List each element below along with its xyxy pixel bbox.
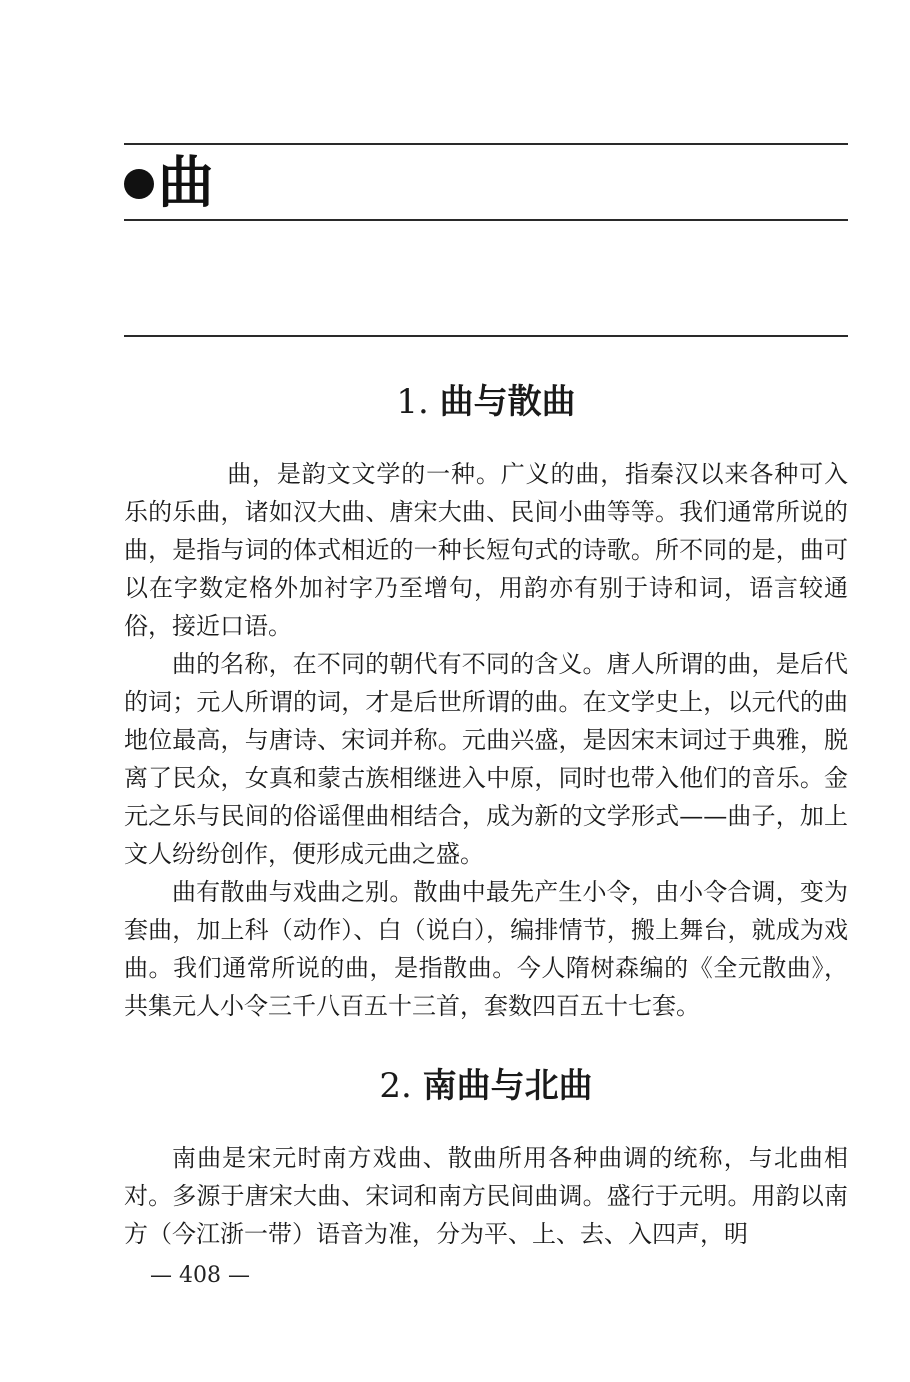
top-rule xyxy=(124,143,848,145)
section-number: 1. xyxy=(396,382,429,422)
page-number: — 408 — xyxy=(150,1263,250,1288)
chapter-heading xyxy=(124,152,214,216)
section-number: 2. xyxy=(379,1066,412,1106)
section-heading xyxy=(124,1066,848,1106)
paragraph: 曲的名称，在不同的朝代有不同的含义。唐人所谓的曲，是后代的词；元人所谓的词，才是后世所谓的曲。在文学史上，以元代的曲地位最高，与唐诗、宋词并称。元曲兴盛，是因宋末词过于典雅，脱离了民众，女真和蒙古族相继进入中原，同时也带入他们的音乐。金元之乐与民间的俗谣俚曲相结合，成为新的文学形式——曲子，加上文人纷纷创作，便形成元曲之盛。 xyxy=(124,650,848,868)
chapter-title: 曲 xyxy=(158,151,214,216)
paragraph: 曲有散曲与戏曲之别。散曲中最先产生小令，由小令合调，变为套曲，加上科（动作）、白（说白），编排情节，搬上舞台，就成为戏曲。我们通常所说的曲，是指散曲。今人隋树森编的《全元散曲》，共集元人小令三千八百五十三首，套数四百五十七套。 xyxy=(124,878,848,1020)
paragraph: 曲，是韵文文学的一种。广义的曲，指秦汉以来各种可入乐的乐曲，诸如汉大曲、唐宋大曲、民间小曲等等。我们通常所说的曲，是指与词的体式相近的一种长短句式的诗歌。所不同的是，曲可以在字数定格外加衬字乃至增句，用韵亦有别于诗和词，语言较通俗，接近口语。 xyxy=(124,460,848,640)
section-title: 曲与散曲 xyxy=(439,382,576,422)
section-divider-rule xyxy=(124,335,848,337)
chapter-underline-rule xyxy=(124,219,848,221)
paragraph: 南曲是宋元时南方戏曲、散曲所用各种曲调的统称，与北曲相对。多源于唐宋大曲、宋词和南方民间曲调。盛行于元明。用韵以南方（今江浙一带）语音为准，分为平、上、去、入四声，明 xyxy=(124,1144,848,1248)
bullet-icon xyxy=(124,169,154,199)
section-title: 南曲与北曲 xyxy=(422,1066,593,1106)
section-heading xyxy=(124,382,848,422)
